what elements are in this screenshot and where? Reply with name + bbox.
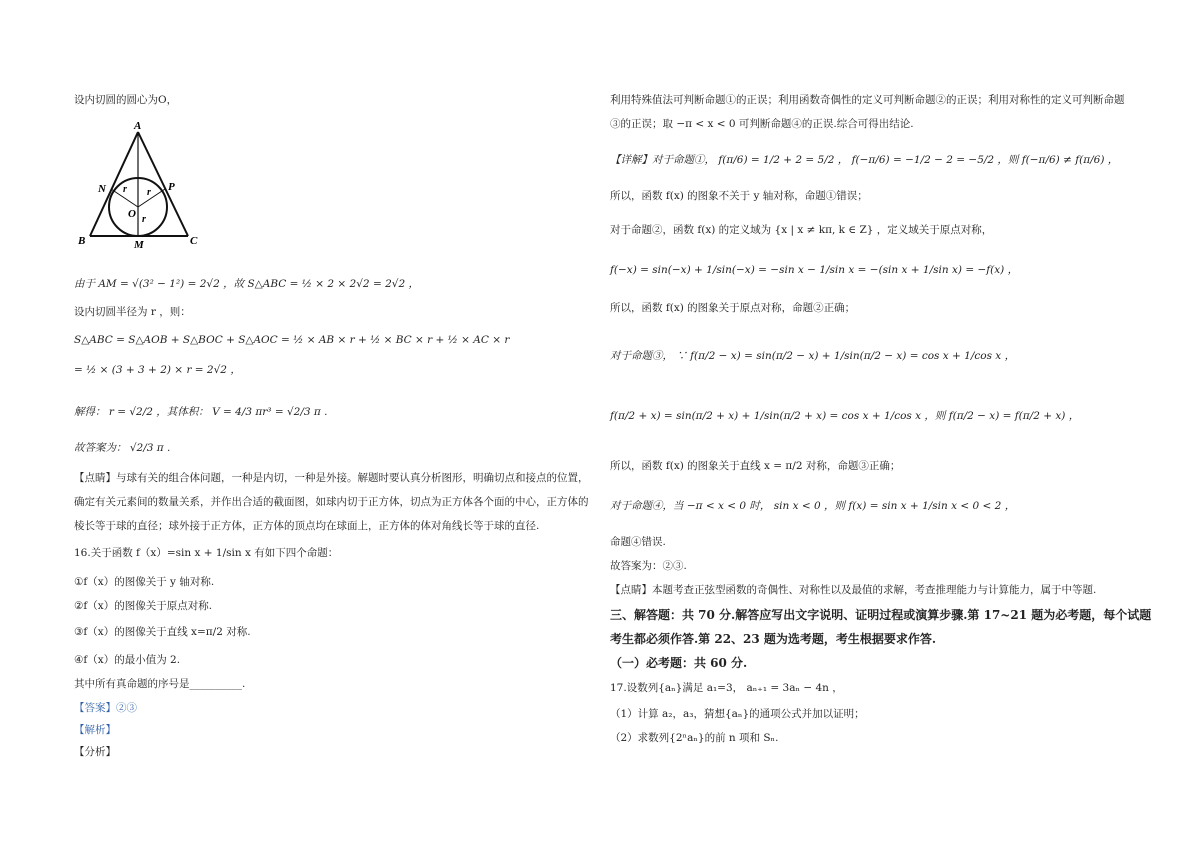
right-line-9: f(π/2 + x) = sin(π/2 + x) + 1/sin(π/2 + x) = cos x + 1/cos x ，则 f(π/2 − x) = f(π/2 + x) ， <box>610 410 1080 422</box>
answer-tag: 【答案】②③ <box>74 702 137 714</box>
right-line-11: 对于命题④，当 −π < x < 0 时， sin x < 0 ，则 f(x) = sin x + 1/sin x < 0 < 2 ， <box>610 500 1016 512</box>
radius-op <box>138 189 165 207</box>
right-line-2: ③的正误；取 −π < x < 0 可判断命题④的正误.综合可得出结论. <box>610 118 914 130</box>
label-n: N <box>98 183 106 195</box>
left-line-11: 16.关于函数 f（x）=sin x + 1/sin x 有如下四个命题： <box>74 547 339 559</box>
left-line-2: 由于 AM = √(3² − 1²) = 2√2 ，故 S△ABC = ½ × 2 × 2√2 = 2√2 ， <box>74 278 419 290</box>
right-line-8: 对于命题③， ∵ f(π/2 − x) = sin(π/2 − x) + 1/sin(π/2 − x) = cos x + 1/cos x ， <box>610 350 1016 362</box>
problem-17-part-1: （1）计算 a₂，a₃，猜想{aₙ}的通项公式并加以证明； <box>610 708 865 720</box>
right-line-13: 故答案为：②③. <box>610 560 687 572</box>
label-r-left: r <box>123 184 127 195</box>
section-heading-1: 三、解答题：共 70 分.解答应写出文字说明、证明过程或演算步骤.第 17~21 题为必考题，每个试题 <box>610 608 1152 622</box>
left-line-7: 故答案为： √2/3 π . <box>74 442 171 454</box>
problem-17: 17.设数列{aₙ}满足 a₁=3， aₙ₊₁ = 3aₙ − 4n ， <box>610 682 843 694</box>
left-line-8: 【点睛】与球有关的组合体问题，一种是内切，一种是外接。解题时要认真分析图形，明确切点和接点的位置， <box>74 472 589 484</box>
label-p: P <box>168 181 175 193</box>
left-line-14: ③f（x）的图像关于直线 x=π/2 对称. <box>74 626 251 638</box>
label-r-bottom: r <box>142 214 146 225</box>
left-line-1: 设内切圆的圆心为O， <box>74 94 178 106</box>
label-b: B <box>78 235 86 247</box>
left-line-5: = ½ × (3 + 3 + 2) × r = 2√2 ， <box>74 364 241 376</box>
right-line-10: 所以，函数 f(x) 的图象关于直线 x = π/2 对称，命题③正确； <box>610 460 901 472</box>
section-subheading: （一）必考题：共 60 分. <box>610 656 748 670</box>
left-line-15: ④f（x）的最小值为 2. <box>74 654 181 666</box>
right-line-1: 利用特殊值法可判断命题①的正误；利用函数奇偶性的定义可判断命题②的正误；利用对称性的定义可判断命题 <box>610 94 1125 106</box>
label-o: O <box>128 208 136 220</box>
left-line-13: ②f（x）的图像关于原点对称. <box>74 600 213 612</box>
right-line-3: 【详解】对于命题①， f(π/6) = 1/2 + 2 = 5/2 ， f(−π/6) = −1/2 − 2 = −5/2 ，则 f(−π/6) ≠ f(π/6) ， <box>610 154 1119 166</box>
problem-17-part-2: （2）求数列{2ⁿaₙ}的前 n 项和 Sₙ. <box>610 732 779 744</box>
right-line-14: 【点睛】本题考查正弦型函数的奇偶性、对称性以及最值的求解，考查推理能力与计算能力，属于中等题. <box>610 584 1097 596</box>
label-c: C <box>190 235 198 247</box>
right-line-5: 对于命题②，函数 f(x) 的定义域为 {x | x ≠ kπ, k ∈ Z} ，定义域关于原点对称， <box>610 224 993 236</box>
label-r-right: r <box>147 187 151 198</box>
left-line-9: 确定有关元素间的数量关系，并作出合适的截面图，如球内切于正方体，切点为正方体各个面的中心，正方体的 <box>74 496 589 508</box>
left-line-16: 其中所有真命题的序号是__________. <box>74 678 246 690</box>
right-line-12: 命题④错误. <box>610 536 666 548</box>
left-line-12: ①f（x）的图像关于 y 轴对称. <box>74 576 215 588</box>
triangle-incircle-figure <box>76 118 206 248</box>
left-line-10: 棱长等于球的直径；球外接于正方体，正方体的顶点均在球面上，正方体的体对角线长等于球的直径. <box>74 520 540 532</box>
label-a: A <box>134 120 142 132</box>
analysis-tag: 【解析】 <box>74 724 116 736</box>
right-line-4: 所以，函数 f(x) 的图象不关于 y 轴对称，命题①错误； <box>610 190 868 202</box>
left-line-3: 设内切圆半径为 r ，则： <box>74 306 191 318</box>
method-tag: 【分析】 <box>74 746 116 758</box>
right-line-6: f(−x) = sin(−x) + 1/sin(−x) = −sin x − 1/sin x = −(sin x + 1/sin x) = −f(x) ， <box>610 264 1019 276</box>
right-line-7: 所以，函数 f(x) 的图象关于原点对称，命题②正确； <box>610 302 856 314</box>
section-heading-2: 考生都必须作答.第 22、23 题为选考题，考生根据要求作答. <box>610 632 937 646</box>
left-line-6: 解得： r = √2/2 ，其体积： V = 4/3 πr³ = √2/3 π . <box>74 406 328 418</box>
label-m: M <box>134 239 144 248</box>
left-line-4: S△ABC = S△AOB + S△BOC + S△AOC = ½ × AB × r + ½ × BC × r + ½ × AC × r <box>74 334 510 346</box>
